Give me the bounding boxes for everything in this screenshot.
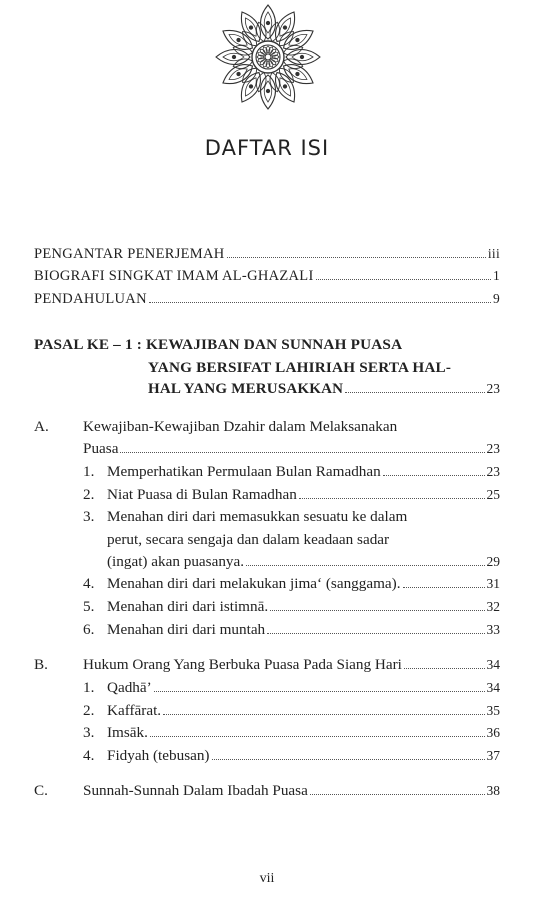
entry-page: 29 — [486, 554, 500, 569]
entry-title: Menahan diri dari muntah — [107, 621, 266, 638]
item-number: 6. — [83, 621, 95, 638]
item-number: 2. — [83, 702, 95, 719]
chapter-heading-line3: HAL YANG MERUSAKKAN — [148, 381, 344, 397]
entry-page: 34 — [486, 680, 500, 695]
toc-entry-b-1[interactable] — [107, 679, 500, 697]
entry-page: iii — [487, 246, 500, 261]
toc-entry-a-6[interactable] — [107, 621, 500, 639]
section-letter-b: B. — [34, 656, 48, 673]
item-number: 2. — [83, 486, 95, 503]
section-letter-c: C. — [34, 782, 48, 799]
item-number: 1. — [83, 679, 95, 696]
leader-dots — [246, 565, 484, 566]
entry-page: 1 — [492, 268, 500, 283]
item-number: 3. — [83, 508, 95, 525]
leader-dots — [404, 668, 485, 669]
toc-entry-section-a[interactable] — [83, 440, 500, 458]
entry-page: 23 — [486, 464, 500, 479]
toc-entry-pendahuluan[interactable] — [34, 291, 500, 308]
entry-title: Menahan diri dari melakukan jima‘ (sanggama). — [107, 575, 401, 592]
item-number: 5. — [83, 598, 95, 615]
section-letter-a: A. — [34, 418, 49, 435]
item-number: 4. — [83, 575, 95, 592]
entry-page: 38 — [486, 783, 500, 798]
leader-dots — [299, 498, 485, 499]
leader-dots — [310, 794, 485, 795]
entry-title: Puasa — [83, 440, 119, 457]
toc-entry-a-1[interactable] — [107, 463, 500, 481]
entry-title: Menahan diri dari istimnā. — [107, 598, 269, 615]
entry-page: 31 — [486, 576, 500, 591]
entry-title: Hukum Orang Yang Berbuka Puasa Pada Siang Hari — [83, 656, 402, 673]
entry-title: Imsāk. — [107, 724, 148, 741]
toc-entry-a-4[interactable] — [107, 575, 500, 593]
entry-title: BIOGRAFI SINGKAT IMAM AL-GHAZALI — [34, 268, 314, 284]
entry-title: Fidyah (tebusan) — [107, 747, 210, 764]
entry-page: 33 — [486, 622, 500, 637]
leader-dots — [227, 257, 486, 258]
toc-entry-section-c[interactable] — [83, 782, 500, 800]
leader-dots — [149, 302, 491, 303]
entry-page: 9 — [492, 291, 500, 306]
toc-entry-b-4[interactable] — [107, 747, 500, 765]
entry-page: 32 — [486, 599, 500, 614]
leader-dots — [345, 392, 484, 393]
page-number: vii — [259, 871, 275, 886]
item-number: 4. — [83, 747, 95, 764]
leader-dots — [403, 587, 485, 588]
entry-title: Memperhatikan Permulaan Bulan Ramadhan — [107, 463, 381, 480]
entry-page: 37 — [486, 748, 500, 763]
toc-entry-a-3[interactable] — [107, 553, 500, 571]
toc-entry-section-b[interactable] — [83, 656, 500, 674]
leader-dots — [120, 452, 484, 453]
leader-dots — [267, 633, 484, 634]
toc-entry-chapter-1[interactable] — [148, 381, 500, 398]
toc-entry-biografi[interactable] — [34, 268, 500, 285]
entry-title: PENGANTAR PENERJEMAH — [34, 246, 225, 262]
entry-title: (ingat) akan puasanya. — [107, 553, 245, 570]
entry-page: 23 — [486, 381, 500, 396]
section-a-title-line1: Kewajiban-Kewajiban Dzahir dalam Melaksanakan — [83, 418, 398, 435]
toc-entry-a-5[interactable] — [107, 598, 500, 616]
entry-title: Qadhā’ — [107, 679, 152, 696]
entry-title: Kaffārat. — [107, 702, 162, 719]
chapter-heading-line1: PASAL KE – 1 : KEWAJIBAN DAN SUNNAH PUASA — [34, 336, 403, 353]
entry-page: 34 — [486, 657, 500, 672]
toc-entry-b-2[interactable] — [107, 702, 500, 720]
leader-dots — [212, 759, 485, 760]
entry-title-line2: perut, secara sengaja dan dalam keadaan sadar — [107, 531, 390, 548]
item-number: 3. — [83, 724, 95, 741]
chapter-heading-line2: YANG BERSIFAT LAHIRIAH SERTA HAL- — [148, 359, 452, 376]
entry-page: 23 — [486, 441, 500, 456]
leader-dots — [163, 714, 484, 715]
leader-dots — [383, 475, 485, 476]
leader-dots — [270, 610, 484, 611]
mandala-ornament-icon — [213, 2, 323, 112]
toc-entry-a-2[interactable] — [107, 486, 500, 504]
leader-dots — [150, 736, 485, 737]
entry-page: 25 — [486, 487, 500, 502]
entry-title: Sunnah-Sunnah Dalam Ibadah Puasa — [83, 782, 308, 799]
entry-title-line1: Menahan diri dari memasukkan sesuatu ke dalam — [107, 508, 408, 525]
leader-dots — [316, 279, 491, 280]
page-title: DAFTAR ISI — [204, 136, 330, 160]
toc-entry-b-3[interactable] — [107, 724, 500, 742]
entry-page: 35 — [486, 703, 500, 718]
toc-entry-pengantar[interactable] — [34, 246, 500, 263]
leader-dots — [154, 691, 485, 692]
entry-title: PENDAHULUAN — [34, 291, 147, 307]
entry-page: 36 — [486, 725, 500, 740]
entry-title: Niat Puasa di Bulan Ramadhan — [107, 486, 297, 503]
item-number: 1. — [83, 463, 95, 480]
